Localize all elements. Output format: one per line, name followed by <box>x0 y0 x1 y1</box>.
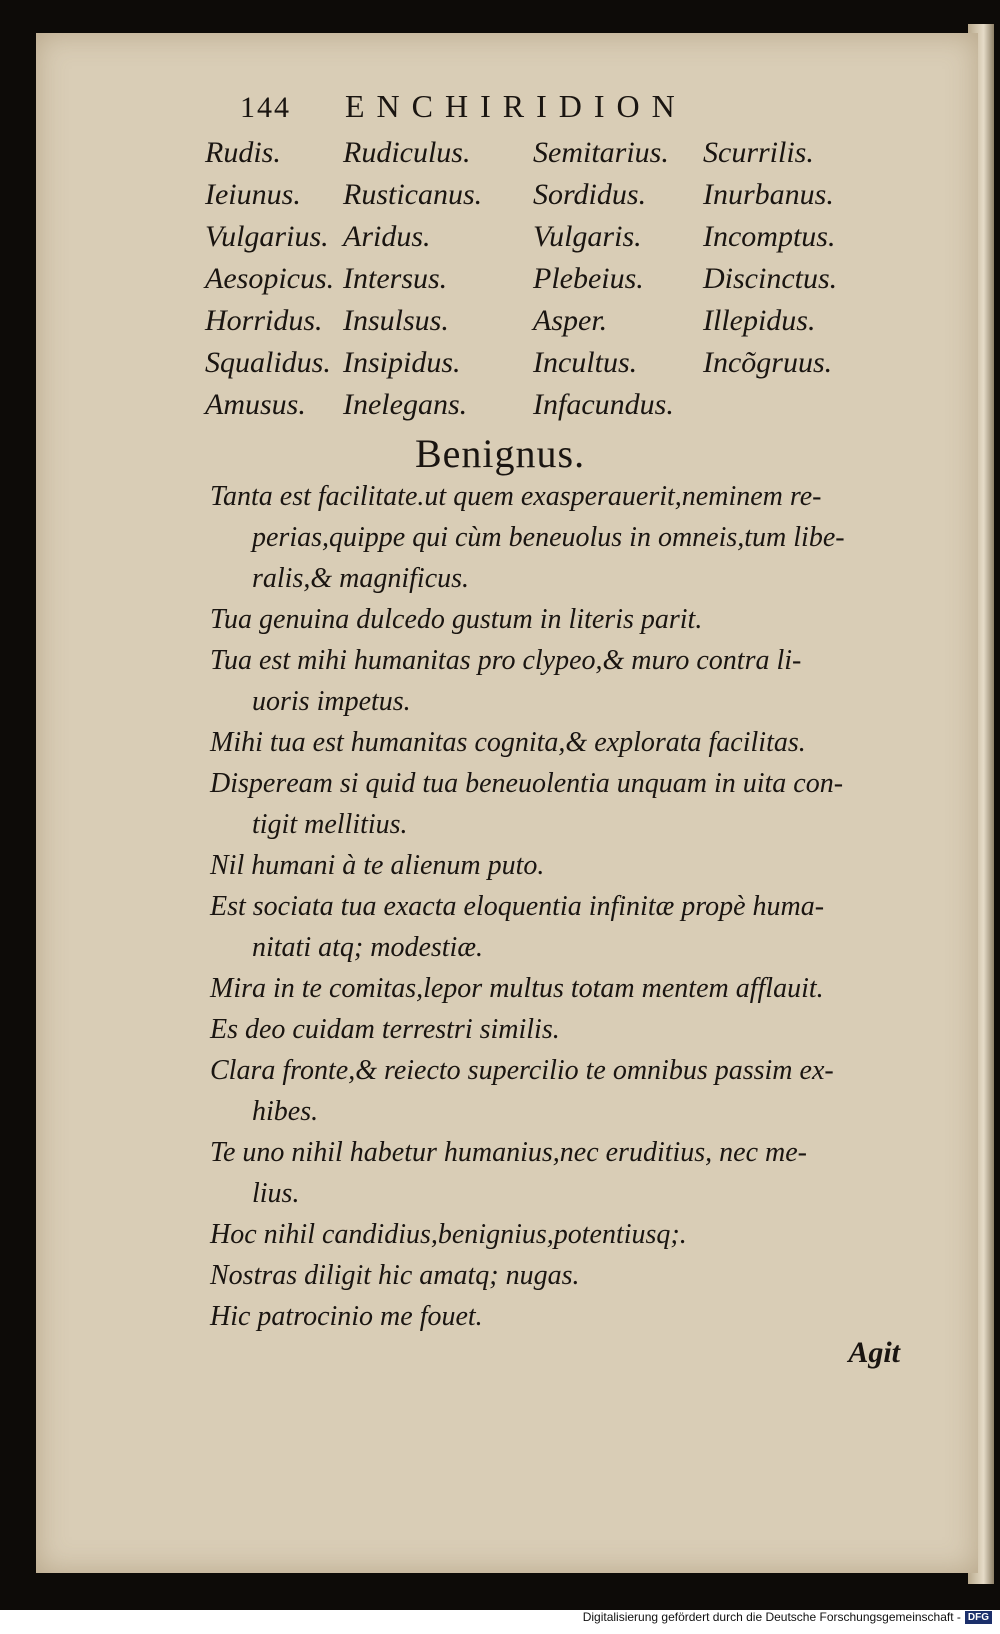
phrase-line: Mihi tua est humanitas cognita,& explorata facilitas. <box>210 727 806 758</box>
phrase-line: tigit mellitius. <box>252 809 408 840</box>
phrase-entry <box>210 640 930 722</box>
phrase-line: Nostras diligit hic amatq; nugas. <box>210 1260 580 1291</box>
phrase-line: Tanta est facilitate.ut quem exasperauerit,neminem re- <box>210 481 822 512</box>
phrase-line: Hoc nihil candidius,benignius,potentiusq;. <box>210 1219 687 1250</box>
phrase-entry <box>210 1214 930 1255</box>
phrase-line: Est sociata tua exacta eloquentia infinitæ propè huma- <box>210 891 825 922</box>
phrase-entry <box>210 1255 930 1296</box>
synonym-word: Discinctus. <box>703 262 838 295</box>
synonym-word: Incõgruus. <box>703 346 833 379</box>
phrase-entry <box>210 599 930 640</box>
phrase-entry <box>210 763 930 845</box>
synonym-row <box>205 136 925 178</box>
synonym-word: Scurrilis. <box>703 136 814 169</box>
section-heading: Benignus. <box>415 431 586 476</box>
phrase-line: Clara fronte,& reiecto supercilio te omnibus passim ex- <box>210 1055 834 1086</box>
synonym-word: Intersus. <box>343 262 448 295</box>
synonym-word: Aridus. <box>343 220 431 253</box>
synonym-word: Squalidus. <box>205 346 331 379</box>
phrase-line: Disperеam si quid tua beneuolentia unquam in uita con- <box>210 768 844 799</box>
synonym-word: Incomptus. <box>703 220 836 253</box>
phrase-line: perias,quippe qui cùm beneuolus in omneis,tum libe- <box>252 522 845 553</box>
phrase-line: ralis,& magnificus. <box>252 563 470 594</box>
phrase-line: uoris impetus. <box>252 686 411 717</box>
phrase-line: Mira in te comitas,lepor multus totam mentem afflauit. <box>210 973 824 1004</box>
synonym-word: Rusticanus. <box>343 178 483 211</box>
phrase-entry <box>210 722 930 763</box>
synonym-word: Insipidus. <box>343 346 461 379</box>
synonym-word: Inurbanus. <box>703 178 834 211</box>
phrase-entry <box>210 1296 930 1337</box>
phrase-line: Tua genuina dulcedo gustum in literis parit. <box>210 604 703 635</box>
synonym-word: Insulsus. <box>343 304 449 337</box>
synonym-word: Plebeius. <box>533 262 644 295</box>
phrase-line: Nil humani à te alienum puto. <box>210 850 545 881</box>
synonym-word: Ieiunus. <box>205 178 301 211</box>
digitization-footer <box>583 1610 992 1630</box>
synonym-word: Aesopicus. <box>205 262 335 295</box>
synonym-row <box>205 304 925 346</box>
phrase-entry <box>210 476 930 599</box>
synonym-word: Amusus. <box>205 388 306 421</box>
phrase-entry <box>210 1009 930 1050</box>
phrase-line: lius. <box>252 1178 300 1209</box>
synonym-word: Inelegans. <box>343 388 468 421</box>
synonym-word: Rudiculus. <box>343 136 471 169</box>
synonym-list <box>205 136 925 430</box>
phrase-line: Es deo cuidam terrestri similis. <box>210 1014 560 1045</box>
synonym-word: Rudis. <box>205 136 281 169</box>
synonym-row <box>205 178 925 220</box>
synonym-word: Vulgaris. <box>533 220 642 253</box>
phrase-entry <box>210 1050 930 1132</box>
synonym-row <box>205 220 925 262</box>
synonym-word: Sordidus. <box>533 178 647 211</box>
synonym-row <box>205 388 925 430</box>
page-number: 144 <box>240 91 291 124</box>
synonym-word: Asper. <box>533 304 608 337</box>
phrase-list <box>210 476 930 1337</box>
phrase-entry <box>210 1132 930 1214</box>
synonym-word: Vulgarius. <box>205 220 329 253</box>
phrase-line: Te uno nihil habetur humanius,nec eruditius, nec me- <box>210 1137 808 1168</box>
synonym-word: Semitarius. <box>533 136 669 169</box>
catchword: Agit <box>848 1336 900 1369</box>
running-header <box>240 88 687 125</box>
footer-text: Digitalisierung gefördert durch die Deutsche Forschungsgemeinschaft - <box>582 1610 961 1624</box>
dfg-logo: DFG <box>965 1611 992 1624</box>
synonym-word: Illepidus. <box>703 304 816 337</box>
phrase-entry <box>210 886 930 968</box>
phrase-entry <box>210 968 930 1009</box>
phrase-entry <box>210 845 930 886</box>
running-title: ENCHIRIDION <box>345 88 687 124</box>
synonym-word: Infacundus. <box>533 388 674 421</box>
synonym-row <box>205 346 925 388</box>
phrase-line: Tua est mihi humanitas pro clypeo,& muro contra li- <box>210 645 802 676</box>
synonym-word: Incultus. <box>533 346 638 379</box>
phrase-line: Hic patrocinio me fouet. <box>210 1301 483 1332</box>
phrase-line: nitati atq; modestiæ. <box>252 932 483 963</box>
synonym-row <box>205 262 925 304</box>
phrase-line: hibes. <box>252 1096 319 1127</box>
synonym-word: Horridus. <box>205 304 323 337</box>
